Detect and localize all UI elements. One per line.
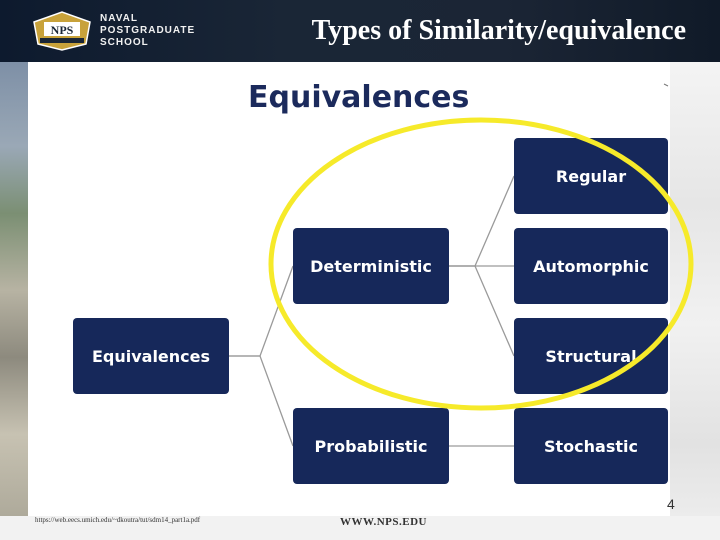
- page-number: 4: [667, 496, 675, 512]
- probabilistic-box: Probabilistic: [293, 408, 449, 484]
- school-line-3: SCHOOL: [100, 37, 149, 48]
- source-link[interactable]: https://web.eecs.umich.edu/~dkoutra/tut/sdm14_part1a.pdf: [35, 516, 201, 524]
- deterministic-box: Deterministic: [293, 228, 449, 304]
- automorphic-box: Automorphic: [514, 228, 668, 304]
- logo-text: NPS: [50, 23, 74, 37]
- diagram-heading: Equivalences: [248, 80, 470, 115]
- website-url: WWW.NPS.EDU: [340, 516, 427, 528]
- regular-box: Regular: [514, 138, 668, 214]
- stochastic-box: Stochastic: [514, 408, 668, 484]
- slide-title: Types of Similarity/equivalence: [311, 15, 686, 46]
- school-line-1: NAVAL: [100, 13, 138, 24]
- yellow-highlight-ellipse: [271, 120, 691, 408]
- equivalences-root-box: Equivalences: [73, 318, 229, 394]
- structural-box: Structural: [514, 318, 668, 394]
- school-line-2: POSTGRADUATE: [100, 25, 196, 36]
